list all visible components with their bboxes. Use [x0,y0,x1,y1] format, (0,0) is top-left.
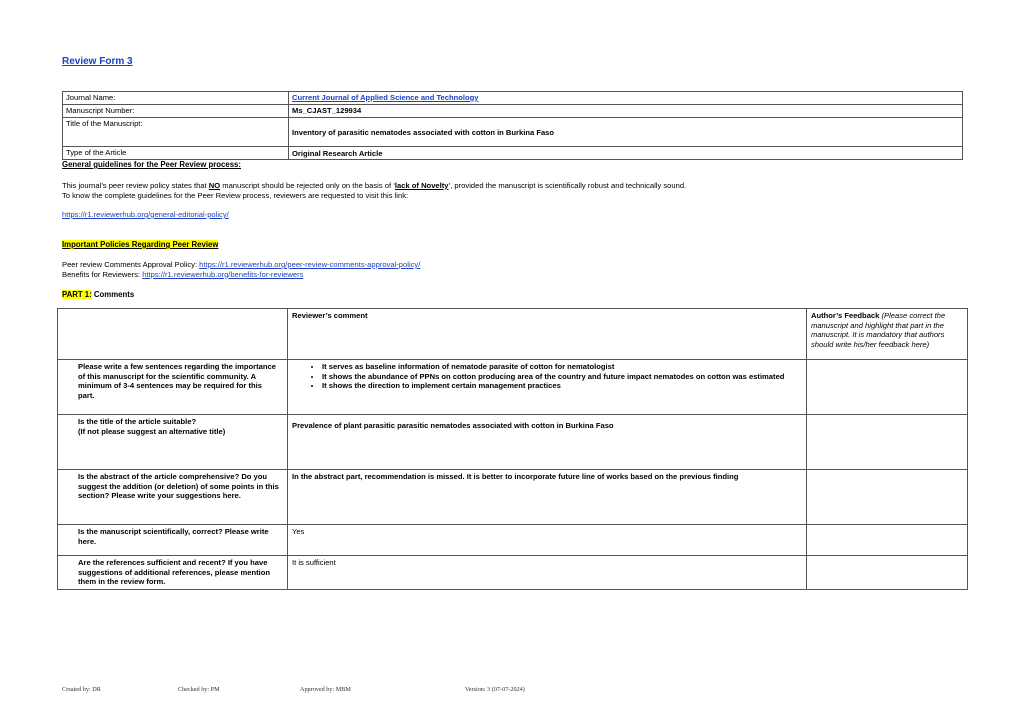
question-title [58,415,288,470]
manuscript-info-table [62,91,963,160]
article-type-label: Type of the Article [63,147,289,160]
comment-title[interactable]: Prevalence of plant parasitic parasitic nematodes associated with cotton in Burkina Faso [288,415,807,470]
table-row [58,360,968,415]
footer-approved-by: Approved by: MBM [300,686,351,693]
comment-abstract[interactable]: In the abstract part, recommendation is missed. It is better to incorporate future line of works based on the previous finding [288,470,807,525]
guidelines-title: General guidelines for the Peer Review process: [62,160,241,169]
guidelines-text [62,181,962,200]
author-feedback-cell[interactable] [807,360,968,415]
info-row-journal [63,92,963,105]
guidelines-line-1 [62,181,962,191]
manuscript-number-value: Ms_CJAST_129934 [289,105,963,118]
article-type-value: Original Research Article [289,147,963,160]
guidelines-line-1-post: ’, provided the manuscript is scientifically robust and technically sound. [448,181,687,190]
benefits-line [62,270,420,280]
part1-label: PART 1: [62,290,92,299]
policies-list [62,260,420,279]
guidelines-line-1-mid: manuscript should be rejected only on the basis of ‘ [220,181,395,190]
list-item: • It shows the abundance of PPNs on cotton producing area of the country and future impact nematodes on cotton was estimated [322,372,802,382]
part1-heading [62,290,134,299]
comments-header-row [58,309,968,360]
part1-comments-label: Comments [91,290,135,299]
footer-version: Version: 3 (07-07-2024) [465,686,525,693]
benefits-link[interactable]: https://r1.reviewerhub.org/benefits-for-reviewers [142,269,304,279]
header-reviewer-comment: Reviewer’s comment [288,309,807,360]
table-row [58,525,968,556]
guidelines-line-1-pre: This journal’s peer review policy states that [62,181,209,190]
comments-table [57,308,968,590]
table-row [58,470,968,525]
approval-policy-line [62,260,420,270]
table-row [58,415,968,470]
info-row-article-type [63,147,963,160]
author-feedback-cell[interactable] [807,415,968,470]
policies-title: Important Policies Regarding Peer Review [62,240,219,249]
comment-importance[interactable] [288,360,807,415]
author-feedback-label: Author’s Feedback [811,311,880,320]
manuscript-number-label: Manuscript Number: [63,105,289,118]
author-feedback-instructions: (Please correct the manuscript and highlight that part in the manuscript. It is mandatory that authors should write his/her feedback here) [811,311,946,349]
footer-checked-by: Checked by: PM [178,686,220,693]
journal-name-label: Journal Name: [63,92,289,105]
comment-references[interactable]: It is sufficient [288,556,807,590]
author-feedback-cell[interactable] [807,470,968,525]
author-feedback-cell[interactable] [807,556,968,590]
question-abstract: Is the abstract of the article comprehensive? Do you suggest the addition (or deletion) of some points in this section? Please write your suggestions here. [58,470,288,525]
footer-created-by: Created by: DR [62,686,101,693]
author-feedback-cell[interactable] [807,525,968,556]
approval-policy-label: Peer review Comments Approval Policy: [62,260,200,269]
list-item: • It shows the direction to implement certain management practices [322,381,802,391]
guidelines-line-2: To know the complete guidelines for the Peer Review process, reviewers are requested to visit this link: [62,190,409,200]
question-scientific: Is the manuscript scientifically, correct? Please write here. [58,525,288,556]
editorial-policy-link-text[interactable]: https://r1.reviewerhub.org/general-editorial-policy/ [62,210,229,219]
header-blank-cell [58,309,288,360]
question-importance: Please write a few sentences regarding the importance of this manuscript for the scientific community. A minimum of 3-4 sentences may be required for this part. [58,360,288,415]
no-emphasis: NO [208,181,221,190]
importance-bullet-list [292,362,802,391]
question-title-line-2: (If not please suggest an alternative title) [78,426,226,436]
manuscript-title-label: Title of the Manuscript: [63,118,289,147]
journal-name-link[interactable]: Current Journal of Applied Science and Technology [292,93,479,102]
table-row [58,556,968,590]
list-item: • It serves as baseline information of nematode parasite of cotton for nematologist [322,362,802,372]
approval-policy-link[interactable]: https://r1.reviewerhub.org/peer-review-comments-approval-policy/ [199,260,421,269]
comment-scientific[interactable]: Yes [288,525,807,556]
novelty-emphasis: lack of Novelty [394,181,449,190]
benefits-label: Benefits for Reviewers: [62,269,143,279]
info-row-manuscript-number [63,105,963,118]
manuscript-title-value: Inventory of parasitic nematodes associated with cotton in Burkina Faso [289,118,963,147]
journal-name-value[interactable] [289,92,963,105]
question-references: Are the references sufficient and recent? If you have suggestions of additional references, please mention them in the review form. [58,556,288,590]
question-title-line-1: Is the title of the article suitable? [78,417,197,426]
info-row-title [63,118,963,147]
editorial-policy-link[interactable] [62,210,229,220]
form-title: Review Form 3 [62,56,133,67]
header-author-feedback [807,309,968,360]
